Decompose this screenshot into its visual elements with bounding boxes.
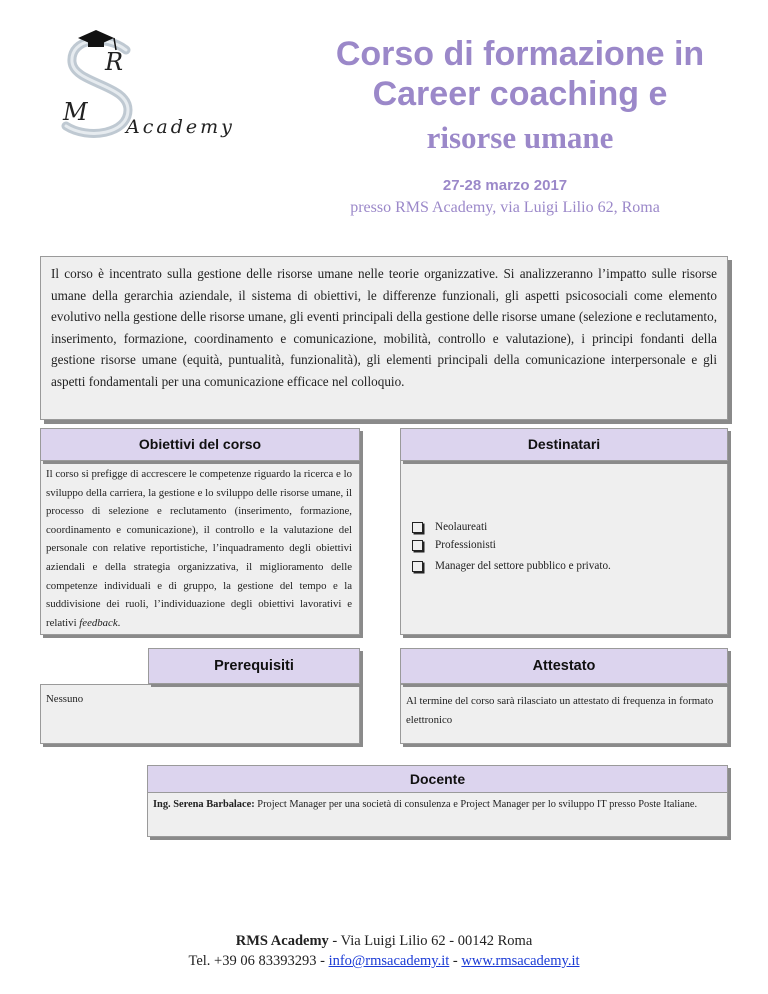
objectives-text-main: Il corso si prefigge di accrescere le competenze riguardo la ricerca e lo sviluppo della carriera, la gestione e lo sviluppo delle risorse umane, il processo di selezione e reclutamento (inserimento, formazione, coordinamento e comunicazione), il controllo e la valutazione del personale con relative reportistiche, l’inquadramento degli obiettivi aziendali e della strategia organizzativa, il miglioramento delle competenze individuali e di gruppo, la gestione del tempo e la suddivisione dei ruoli, l’individuazione degli obiettivi lavorativi e relativi [46,468,352,629]
logo-letter-m: M [63,98,88,126]
footer-separator: - [449,953,462,969]
prerequisites-header: Prerequisiti [148,648,360,684]
objectives-text-end: . [117,616,121,629]
list-item: Neolaureati [412,519,611,537]
checkbox-icon [412,561,423,572]
teacher-name: Ing. Serena Barbalace: [153,799,255,810]
email-link[interactable]: info@rmsacademy.it [328,953,450,969]
prerequisites-text: Nessuno [46,693,84,705]
teacher-header: Docente [147,765,728,793]
audience-list [412,519,611,576]
course-dates: 27-28 marzo 2017 [442,177,568,194]
teacher-text [153,796,721,815]
footer-contacts [0,953,768,970]
title-line-3: risorse umane [426,120,614,155]
logo-letter-r: R [105,48,124,76]
footer-address [0,933,768,950]
teacher-description: Project Manager per una società di consulenza e Project Manager per lo sviluppo IT presso Poste Italiane. [254,799,698,810]
course-location: presso RMS Academy, via Luigi Lilio 62, Roma [350,199,660,216]
footer-address-text: - Via Luigi Lilio 62 - 00142 Roma [328,933,533,949]
intro-box: Il corso è incentrato sulla gestione delle risorse umane nelle teorie organizzative. Si analizzeranno l’impatto sulle risorse umane della gerarchia aziendale, il sistema di obiettivi, le differenze funzionali, gli aspetti psicosociali come elemento evolutivo nella gestione delle risorse umane, gli eventi principali della gestione delle risorse umane (selezione e reclutamento, inserimento, formazione, coordinamento e comunicazione, mobilità, controllo e valutazione), i principi fondanti della gestione risorse umane (equità, puntualità, funzionalità), gli elementi principali della comunicazione interpersonale e gli aspetti fondamentali per una comunicazione efficace nel colloquio. [40,256,728,420]
footer-tel: Tel. +39 06 83393293 - [188,953,329,969]
title-line-2: Career coaching e [372,75,668,113]
certificate-text: Al termine del corso sarà rilasciato un attestato di frequenza in formato elettronico [406,695,714,726]
footer-company: RMS Academy [235,933,329,949]
certificate-header: Attestato [400,648,728,684]
list-item: Professionisti [412,537,611,555]
course-title [295,34,745,158]
website-link[interactable]: www.rmsacademy.it [461,953,580,969]
objectives-header: Obiettivi del corso [40,428,360,461]
rms-academy-logo [48,28,238,148]
objectives-text-italic: feedback [79,616,118,629]
title-line-1: Corso di formazione in [335,35,705,73]
audience-header: Destinatari [400,428,728,461]
list-item: Manager del settore pubblico e privato. [412,558,611,576]
checkbox-icon [412,540,423,551]
logo-word: Academy [126,116,235,138]
objectives-text [46,465,352,632]
checkbox-icon [412,522,423,533]
